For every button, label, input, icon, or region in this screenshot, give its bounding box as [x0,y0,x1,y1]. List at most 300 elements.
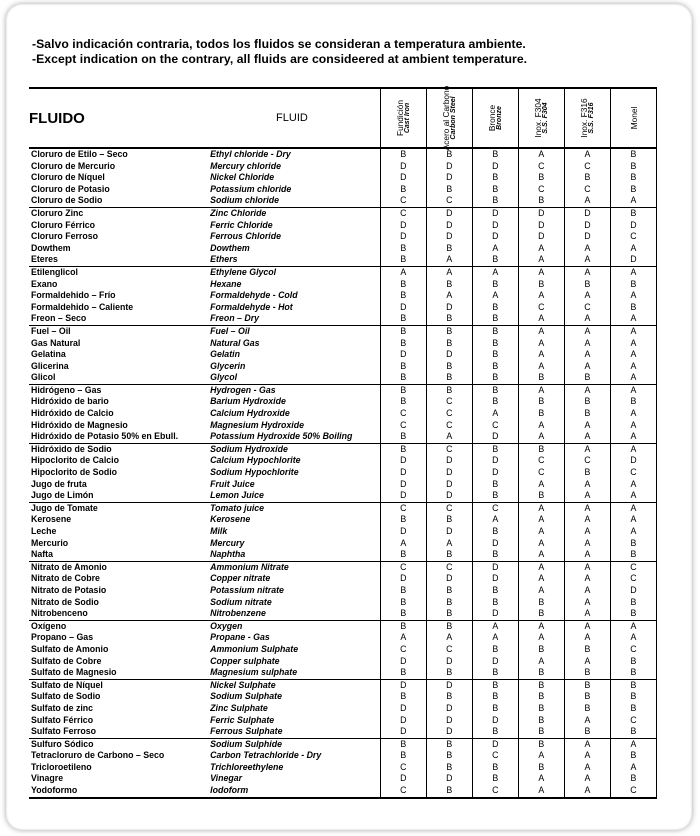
table-row [29,679,657,691]
rating-cell: B [472,313,518,325]
rating-cell: B [518,644,564,656]
material-label: Inox. F304 [532,98,543,138]
rating-cell: C [518,184,564,196]
rating-cell: A [564,266,610,278]
rating-cell: C [610,561,656,573]
table-row [29,750,657,762]
table-row [29,490,657,502]
fluid-name-en: Hexane [210,278,242,289]
fluid-name-es: Sulfato Férrico [31,714,94,725]
table-row [29,526,657,538]
rating-cell: A [518,514,564,526]
rating-cell: B [472,172,518,184]
table-row [29,656,657,668]
rating-cell: C [380,561,426,573]
fluid-name-es: Cloruro de Níquel [31,172,105,183]
rating-cell: D [472,715,518,727]
header-monel [610,88,656,148]
rating-cell: C [610,467,656,479]
rating-cell: B [472,443,518,455]
rating-cell: B [518,408,564,420]
fluid-name-en: Ferric Sulphate [210,714,275,725]
material-sublabel: S.S. F316 [587,102,595,134]
rating-cell: C [426,195,472,207]
fluid-name-en: Sodium nitrate [210,596,272,607]
fluid-name-en: Copper sulphate [210,655,280,666]
rating-cell: C [472,420,518,432]
rating-cell: B [426,691,472,703]
rating-cell: C [426,396,472,408]
rating-cell: A [610,420,656,432]
fluid-name-es: Gas Natural [31,337,81,348]
fluid-name-en: Zinc Chloride [204,207,380,219]
rating-cell: A [564,561,610,573]
rating-cell: C [610,573,656,585]
header-ss-f304 [518,88,564,148]
table-row [29,207,657,219]
table-row [29,361,657,373]
table-row [29,349,657,361]
rating-cell: C [472,785,518,798]
header-fluido: FLUIDO [29,88,204,148]
fluid-name-en: Propane - Gas [210,632,270,643]
rating-cell: B [472,691,518,703]
rating-cell: A [518,549,564,561]
table-row [29,667,657,679]
rating-cell: D [610,585,656,597]
fluid-name-en: Magnesium Hydroxide [210,419,304,430]
rating-cell: B [426,325,472,337]
fluid-name-en: Trichloreethylene [210,761,284,772]
rating-cell: D [426,349,472,361]
table-row [29,467,657,479]
fluid-name-en: Potassium nitrate [210,584,284,595]
header-fluid: FLUID [204,88,380,148]
rating-cell: A [518,573,564,585]
rating-cell: B [610,597,656,609]
rating-cell: D [426,161,472,173]
rating-cell: B [472,526,518,538]
rating-cell: A [564,762,610,774]
rating-cell: A [610,431,656,443]
rating-cell: B [472,148,518,161]
fluid-name-en: Natural Gas [210,337,260,348]
rating-cell: B [380,313,426,325]
rating-cell: B [380,361,426,373]
fluid-name-es: Cloruro Férrico [31,219,96,230]
fluid-name-en: Glycerin [210,360,246,371]
rating-cell: D [472,561,518,573]
rating-cell: D [380,172,426,184]
rating-cell: B [472,703,518,715]
fluid-name-en: Ferric Chloride [210,219,273,230]
fluid-name-es: Freon – Seco [31,313,87,324]
rating-cell: B [564,372,610,384]
rating-cell: C [426,502,472,514]
rating-cell: C [472,502,518,514]
rating-cell: A [564,656,610,668]
rating-cell: A [518,148,564,161]
rating-cell: B [426,738,472,750]
rating-cell: B [518,726,564,738]
rating-cell: B [518,443,564,455]
rating-cell: A [564,750,610,762]
rating-cell: B [518,172,564,184]
rating-cell: D [472,608,518,620]
rating-cell: A [564,243,610,255]
rating-cell: D [518,220,564,232]
rating-cell: A [518,561,564,573]
fluid-name-es: Nitrato de Cobre [31,573,100,584]
fluid-name-en: Naphtha [210,549,246,560]
rating-cell: D [380,726,426,738]
rating-cell: B [380,254,426,266]
rating-cell: D [426,526,472,538]
table-row [29,738,657,750]
rating-cell: B [380,597,426,609]
rating-cell: C [426,443,472,455]
material-sublabel: S.S. F304 [541,102,549,134]
rating-cell: D [426,490,472,502]
rating-cell: A [518,338,564,350]
rating-cell: D [426,773,472,785]
rating-cell: D [380,455,426,467]
rating-cell: B [472,479,518,491]
rating-cell: B [564,667,610,679]
table-row [29,538,657,550]
rating-cell: B [380,620,426,632]
rating-cell: D [472,538,518,550]
rating-cell: B [610,703,656,715]
rating-cell: A [564,608,610,620]
rating-cell: D [564,231,610,243]
rating-cell: B [610,279,656,291]
fluid-name-es: Glicol [31,372,56,383]
fluid-name-es: Sulfato de Amonio [31,643,109,654]
fluid-name-es: Nitrato de Sodio [31,596,99,607]
rating-cell: D [472,207,518,219]
fluid-name-en: Potassium chloride [210,183,292,194]
fluid-name-es: Cloruro Zinc [29,207,204,219]
fluid-name-en: Ethers [210,254,238,265]
fluid-name-es: Cloruro de Potasio [31,183,110,194]
rating-cell: B [518,279,564,291]
rating-cell: A [610,443,656,455]
rating-cell: B [610,667,656,679]
fluid-name-en: Ethylene Glycol [204,266,380,278]
fluid-name-en: Sodium Hypochlorite [210,467,299,478]
rating-cell: B [380,691,426,703]
table-row [29,372,657,384]
fluid-name-en: Lemon Juice [210,490,264,501]
rating-cell: A [564,195,610,207]
rating-cell: A [518,290,564,302]
table-row [29,243,657,255]
rating-cell: C [380,502,426,514]
rating-cell: D [426,656,472,668]
header-row [29,88,657,148]
rating-cell: B [564,691,610,703]
table-body [29,148,657,798]
fluid-name-es: Fuel – Oil [29,325,204,337]
rating-cell: B [518,762,564,774]
rating-cell: B [472,384,518,396]
rating-cell: A [564,443,610,455]
fluid-name-es: Hipoclorito de Calcio [31,455,119,466]
fluid-name-es: Hipoclorito de Sodio [31,467,118,478]
table-row [29,608,657,620]
compatibility-table [29,87,657,799]
table-row [29,396,657,408]
fluid-name-es: Nafta [31,549,53,560]
rating-cell: A [564,420,610,432]
fluid-name-en: Iodoform [204,785,380,798]
rating-cell: B [426,597,472,609]
rating-cell: A [518,785,564,798]
rating-cell: B [610,302,656,314]
rating-cell: B [472,762,518,774]
rating-cell: B [426,184,472,196]
rating-cell: D [426,231,472,243]
table-row [29,184,657,196]
rating-cell: D [426,467,472,479]
fluid-name-es: Nitrato de Potasio [31,584,107,595]
rating-cell: A [472,632,518,644]
fluid-name-en: Barium Hydroxide [210,396,286,407]
fluid-name-en: Ferrous Sulphate [210,726,283,737]
material-sublabel: Bronze [495,106,503,130]
fluid-name-en: Freon – Dry [210,313,260,324]
rating-cell: C [518,302,564,314]
rating-cell: C [564,184,610,196]
rating-cell: D [472,573,518,585]
rating-cell: B [518,597,564,609]
material-label: Inox. F316 [578,98,589,138]
header-bronze [472,88,518,148]
rating-cell: B [472,773,518,785]
rating-cell: A [564,538,610,550]
rating-cell: A [518,266,564,278]
fluid-name-es: Yodoformo [29,785,204,798]
rating-cell: B [610,207,656,219]
rating-cell: D [610,455,656,467]
table-row [29,443,657,455]
fluid-name-es: Cloruro de Etilo – Seco [29,148,204,161]
material-label: Acero al Carbono [440,85,451,151]
fluid-name-en: Mercury chloride [210,160,282,171]
rating-cell: D [380,715,426,727]
rating-cell: A [610,384,656,396]
rating-cell: B [380,667,426,679]
rating-cell: B [610,608,656,620]
rating-cell: B [472,597,518,609]
table-row [29,148,657,161]
fluid-name-en: Dowthem [210,242,250,253]
rating-cell: A [518,325,564,337]
rating-cell: D [426,172,472,184]
rating-cell: B [380,384,426,396]
table-row [29,620,657,632]
rating-cell: B [564,172,610,184]
rating-cell: A [564,254,610,266]
rating-cell: C [518,161,564,173]
header-ss-f316 [564,88,610,148]
rating-cell: A [518,361,564,373]
fluid-name-es: Vinagre [31,773,64,784]
rating-cell: B [610,549,656,561]
rating-cell: C [610,644,656,656]
rating-cell: D [426,715,472,727]
fluid-name-es: Hidróxido de bario [31,396,109,407]
fluid-name-es: Sulfato de Sodio [31,691,101,702]
rating-cell: A [610,738,656,750]
rating-cell: B [426,384,472,396]
rating-cell: C [380,785,426,798]
table-row [29,715,657,727]
rating-cell: B [610,773,656,785]
rating-cell: A [518,656,564,668]
rating-cell: B [472,585,518,597]
rating-cell: A [380,266,426,278]
rating-cell: C [426,420,472,432]
rating-cell: B [380,431,426,443]
rating-cell: B [426,549,472,561]
rating-cell: D [380,679,426,691]
rating-cell: A [564,526,610,538]
fluid-name-en: Carbon Tetrachloride - Dry [210,750,322,761]
fluid-name-es: Propano – Gas [31,632,94,643]
fluid-name-es: Hidróxido de Magnesio [31,419,128,430]
fluid-name-es: Kerosene [31,514,72,525]
rating-cell: A [610,620,656,632]
rating-cell: B [518,195,564,207]
rating-cell: B [426,514,472,526]
rating-cell: A [564,290,610,302]
fluid-name-es: Cloruro de Mercurio [31,160,116,171]
rating-cell: B [564,703,610,715]
table-row [29,254,657,266]
material-sublabel: Carbon Steel [449,96,457,140]
rating-cell: A [518,479,564,491]
rating-cell: A [610,290,656,302]
rating-cell: A [518,431,564,443]
rating-cell: C [380,207,426,219]
rating-cell: B [472,279,518,291]
rating-cell: B [380,585,426,597]
fluid-name-es: Jugo de Limón [31,490,94,501]
fluid-name-en: Gelatin [210,349,240,360]
table-row [29,408,657,420]
fluid-name-es: Exano [31,278,58,289]
rating-cell: A [610,349,656,361]
rating-cell: B [518,679,564,691]
rating-cell: B [380,148,426,161]
rating-cell: B [564,408,610,420]
fluid-name-es: Sulfato Ferroso [31,726,97,737]
table-row [29,773,657,785]
rating-cell: A [426,290,472,302]
rating-cell: B [426,608,472,620]
fluid-name-es: Cloruro Ferroso [31,231,98,242]
fluid-name-en: Nickel Chloride [210,172,275,183]
table-row [29,597,657,609]
rating-cell: D [380,703,426,715]
table-row [29,302,657,314]
fluid-name-en: Mercury [210,537,245,548]
rating-cell: A [610,632,656,644]
rating-cell: B [380,443,426,455]
rating-cell: B [472,490,518,502]
rating-cell: D [610,220,656,232]
fluid-name-en: Glycol [210,372,238,383]
rating-cell: B [380,184,426,196]
rating-cell: A [610,313,656,325]
rating-cell: A [564,313,610,325]
rating-cell: D [472,231,518,243]
fluid-name-es: Etilenglicol [29,266,204,278]
rating-cell: A [610,762,656,774]
table-row [29,290,657,302]
rating-cell: B [564,467,610,479]
fluid-name-es: Leche [31,526,57,536]
rating-cell: D [426,455,472,467]
table-row [29,644,657,656]
rating-cell: A [564,148,610,161]
rating-cell: B [518,396,564,408]
fluid-name-en: Formaldehyde - Cold [210,290,298,301]
rating-cell: A [518,502,564,514]
rating-cell: A [564,490,610,502]
table-row [29,325,657,337]
table-row [29,573,657,585]
rating-cell: B [518,490,564,502]
rating-cell: D [472,161,518,173]
table-row [29,479,657,491]
fluid-name-es: Sulfuro Sódico [29,738,204,750]
rating-cell: B [610,750,656,762]
rating-cell: B [610,691,656,703]
rating-cell: B [380,338,426,350]
fluid-name-en: Formaldehyde - Hot [210,301,293,312]
rating-cell: A [518,254,564,266]
fluid-name-en: Potassium Hydroxide 50% Boiling [210,431,353,442]
rating-cell: A [610,325,656,337]
rating-cell: C [610,231,656,243]
rating-cell: D [426,479,472,491]
table-row [29,279,657,291]
rating-cell: A [426,538,472,550]
rating-cell: B [472,726,518,738]
rating-cell: B [472,254,518,266]
rating-cell: D [564,207,610,219]
rating-cell: B [426,372,472,384]
table-row [29,703,657,715]
rating-cell: D [380,231,426,243]
rating-cell: B [426,762,472,774]
rating-cell: B [472,396,518,408]
rating-cell: C [380,762,426,774]
rating-cell: B [610,656,656,668]
table-row [29,632,657,644]
rating-cell: A [472,290,518,302]
rating-cell: C [518,467,564,479]
rating-cell: B [472,372,518,384]
rating-cell: A [610,266,656,278]
table-row [29,726,657,738]
fluid-name-en: Sodium chloride [210,195,280,206]
rating-cell: B [380,750,426,762]
fluid-name-es: Gelatina [31,349,66,360]
